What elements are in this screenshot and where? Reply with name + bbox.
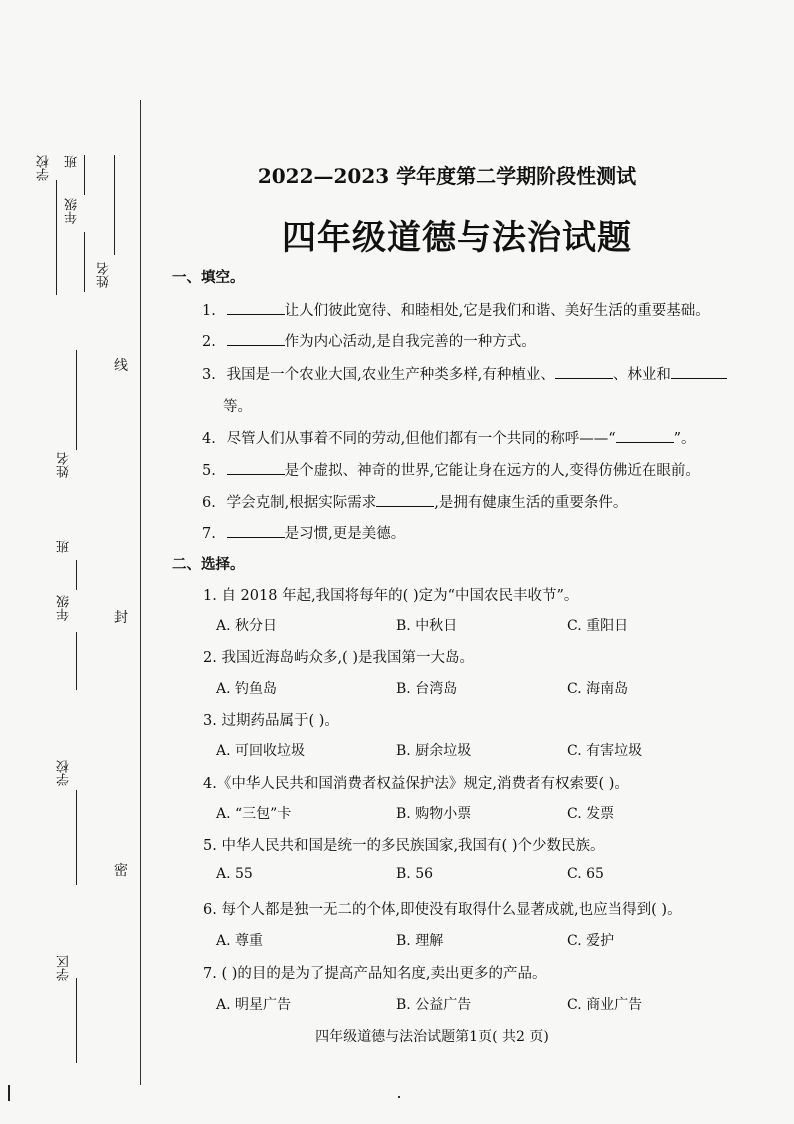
choice-question-4: 4.《中华人民共和国消费者权益保护法》规定,消费者有权索要( )。 <box>203 776 629 792</box>
margin-school-line <box>76 790 77 885</box>
choice-3-option-b[interactable]: B. 厨余垃圾 <box>396 743 472 759</box>
answer-blank-2[interactable] <box>227 331 285 346</box>
binding-char-secret: 密 <box>114 863 128 879</box>
margin-name-label: 姓名 <box>57 452 72 478</box>
margin-district-line <box>76 978 77 1063</box>
binding-char-line: 线 <box>114 358 128 374</box>
scan-edge-mark <box>8 1085 10 1101</box>
answer-blank-1[interactable] <box>227 300 285 315</box>
choice-3-option-a[interactable]: A. 可回收垃圾 <box>216 743 306 759</box>
choice-7-option-a[interactable]: A. 明星广告 <box>216 997 292 1013</box>
answer-blank-4[interactable] <box>616 428 674 443</box>
choice-question-6: 6. 每个人都是独一无二的个体,即使没有取得什么显著成就,也应当得到( )。 <box>203 902 682 918</box>
fill-question-5: 5. 是个虚拟、神奇的世界,它能让身在远方的人,变得仿佛近在眼前。 <box>202 459 700 480</box>
choice-7-option-b[interactable]: B. 公益广告 <box>396 997 472 1013</box>
answer-blank-3a[interactable] <box>555 364 613 379</box>
choice-2-option-b[interactable]: B. 台湾岛 <box>396 681 458 697</box>
section-heading-fill: 一、填空。 <box>172 269 245 286</box>
choice-question-7: 7. ( )的目的是为了提高产品知名度,卖出更多的产品。 <box>203 966 547 982</box>
fill-question-3: 3. 我国是一个农业大国,农业生产种类多样,有种植业、 、林业和 <box>202 363 727 384</box>
margin-grade-line <box>76 632 77 690</box>
choice-4-option-b[interactable]: B. 购物小票 <box>396 806 472 822</box>
margin-class-line <box>76 560 77 590</box>
margin-district-label: 学区 <box>57 955 72 981</box>
margin-top-class-label: 班 <box>65 155 80 168</box>
choice-7-option-c[interactable]: C. 商业广告 <box>567 997 643 1013</box>
choice-5-option-a[interactable]: A. 55 <box>216 866 253 882</box>
fill-question-2: 2. 作为内心活动,是自我完善的一种方式。 <box>202 330 536 351</box>
answer-blank-5[interactable] <box>227 460 285 475</box>
choice-4-option-a[interactable]: A. “三包”卡 <box>216 806 292 822</box>
margin-class-label: 班 <box>57 540 72 553</box>
choice-question-5: 5. 中华人民共和国是统一的多民族国家,我国有( )个少数民族。 <box>203 838 605 854</box>
exam-subtitle: 2022—2023 学年度第二学期阶段性测试 <box>257 164 637 188</box>
choice-1-option-b[interactable]: B. 中秋日 <box>396 618 458 634</box>
exam-title: 四年级道德与法治试题 <box>282 218 632 258</box>
margin-top-grade-label: 年级 <box>65 198 80 224</box>
margin-grade-label: 年级 <box>57 595 72 621</box>
choice-question-3: 3. 过期药品属于( )。 <box>203 713 339 729</box>
choice-1-option-c[interactable]: C. 重阳日 <box>567 618 629 634</box>
choice-1-option-a[interactable]: A. 秋分日 <box>216 618 278 634</box>
fill-question-7: 7. 是习惯,更是美德。 <box>202 522 405 543</box>
choice-4-option-c[interactable]: C. 发票 <box>567 806 615 822</box>
binding-char-seal: 封 <box>114 610 128 626</box>
choice-3-option-c[interactable]: C. 有害垃圾 <box>567 743 643 759</box>
choice-6-option-a[interactable]: A. 尊重 <box>216 933 264 949</box>
fill-question-6: 6. 学会克制,根据实际需求 ,是拥有健康生活的重要条件。 <box>202 491 627 512</box>
choice-question-2: 2. 我国近海岛屿众多,( )是我国第一大岛。 <box>203 650 474 666</box>
margin-school-label: 学校 <box>57 760 72 786</box>
margin-top-name-label: 姓名 <box>97 262 112 288</box>
choice-2-option-c[interactable]: C. 海南岛 <box>567 681 629 697</box>
section-heading-choice: 二、选择。 <box>172 556 245 573</box>
fill-question-1: 1. 让人们彼此宽待、和睦相处,它是我们和谐、美好生活的重要基础。 <box>202 299 710 320</box>
fill-question-4: 4. 尽管人们从事着不同的劳动,但他们都有一个共同的称呼——“ ”。 <box>202 427 696 448</box>
choice-6-option-c[interactable]: C. 爱护 <box>567 933 615 949</box>
margin-name-line <box>76 350 77 450</box>
choice-5-option-b[interactable]: B. 56 <box>396 866 434 882</box>
choice-2-option-a[interactable]: A. 钓鱼岛 <box>216 681 278 697</box>
choice-5-option-c[interactable]: C. 65 <box>567 866 604 882</box>
answer-blank-6[interactable] <box>376 492 434 507</box>
choice-6-option-b[interactable]: B. 理解 <box>396 933 444 949</box>
answer-blank-7[interactable] <box>227 523 285 538</box>
choice-question-1: 1. 自 2018 年起,我国将每年的( )定为“中国农民丰收节”。 <box>203 588 579 604</box>
answer-blank-3b[interactable] <box>671 364 727 379</box>
margin-top-school-label: 学校 <box>37 155 52 181</box>
scan-dot <box>398 1096 400 1098</box>
fill-question-3-cont: 等。 <box>223 399 252 415</box>
page-footer: 四年级道德与法治试题第1页( 共2 页) <box>315 1029 549 1045</box>
